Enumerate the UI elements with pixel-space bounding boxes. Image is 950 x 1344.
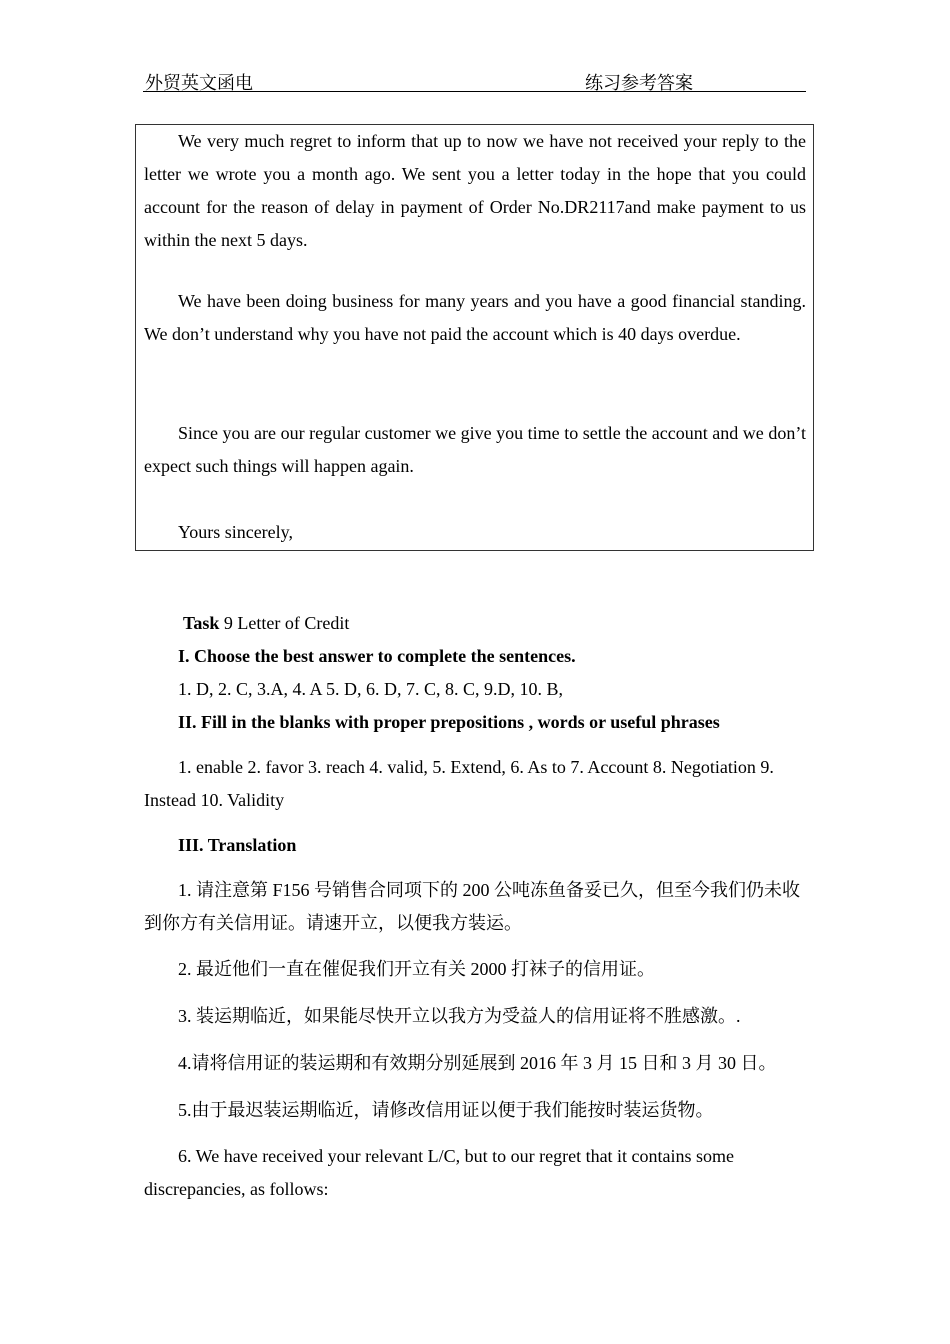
section-1-answers: 1. D, 2. C, 3.A, 4. A 5. D, 6. D, 7. C, 8. C, 9.D, 10. B,	[178, 679, 564, 699]
letter-paragraph-1: We very much regret to inform that up to now we have not received your reply to the letter we wrote you a month ago. We sent you a letter today in the hope that you could account for the reason of delay in payment of Order No.DR2117and make payment to us within the next 5 days.	[144, 131, 806, 250]
header-section-title: 练习参考答案	[585, 73, 693, 93]
translation-5: 5.由于最迟装运期临近，请修改信用证以便于我们能按时装运货物。	[178, 1100, 714, 1120]
task-label: Task	[183, 613, 220, 633]
section-3-title: III. Translation	[178, 835, 297, 855]
letter-paragraph-3: Since you are our regular customer we give you time to settle the account and we don’t expect such things will happen again.	[144, 423, 806, 476]
section-2-answers: 1. enable 2. favor 3. reach 4. valid, 5. Extend, 6. As to 7. Account 8. Negotiation 9. Instead 10. Validity	[144, 757, 774, 810]
translation-4: 4.请将信用证的装运期和有效期分别延展到 2016 年 3 月 15 日和 3 月 30 日。	[178, 1053, 777, 1073]
letter-box	[135, 124, 814, 551]
section-1-title: I. Choose the best answer to complete the sentences.	[178, 646, 576, 666]
task-heading	[183, 611, 349, 635]
section-2-title: II. Fill in the blanks with proper prepositions , words or useful phrases	[178, 712, 720, 732]
translation-6: 6. We have received your relevant L/C, but to our regret that it contains some discrepancies, as follows:	[144, 1146, 735, 1199]
letter-paragraph-2: We have been doing business for many years and you have a good financial standing. We don’t understand why you have not paid the account which is 40 days overdue.	[144, 291, 806, 344]
task-title: 9 Letter of Credit	[219, 613, 350, 633]
letter-closing: Yours sincerely,	[178, 522, 293, 542]
translation-2: 2. 最近他们一直在催促我们开立有关 2000 打袜子的信用证。	[178, 959, 655, 979]
translation-3: 3. 装运期临近，如果能尽快开立以我方为受益人的信用证将不胜感激。.	[178, 1006, 741, 1026]
translation-1: 1. 请注意第 F156 号销售合同项下的 200 公吨冻鱼备妥已久，但至今我们仍未收到你方有关信用证。请速开立，以便我方装运。	[144, 880, 801, 933]
header-course-title: 外贸英文函电	[145, 73, 253, 93]
page-header	[143, 66, 806, 92]
